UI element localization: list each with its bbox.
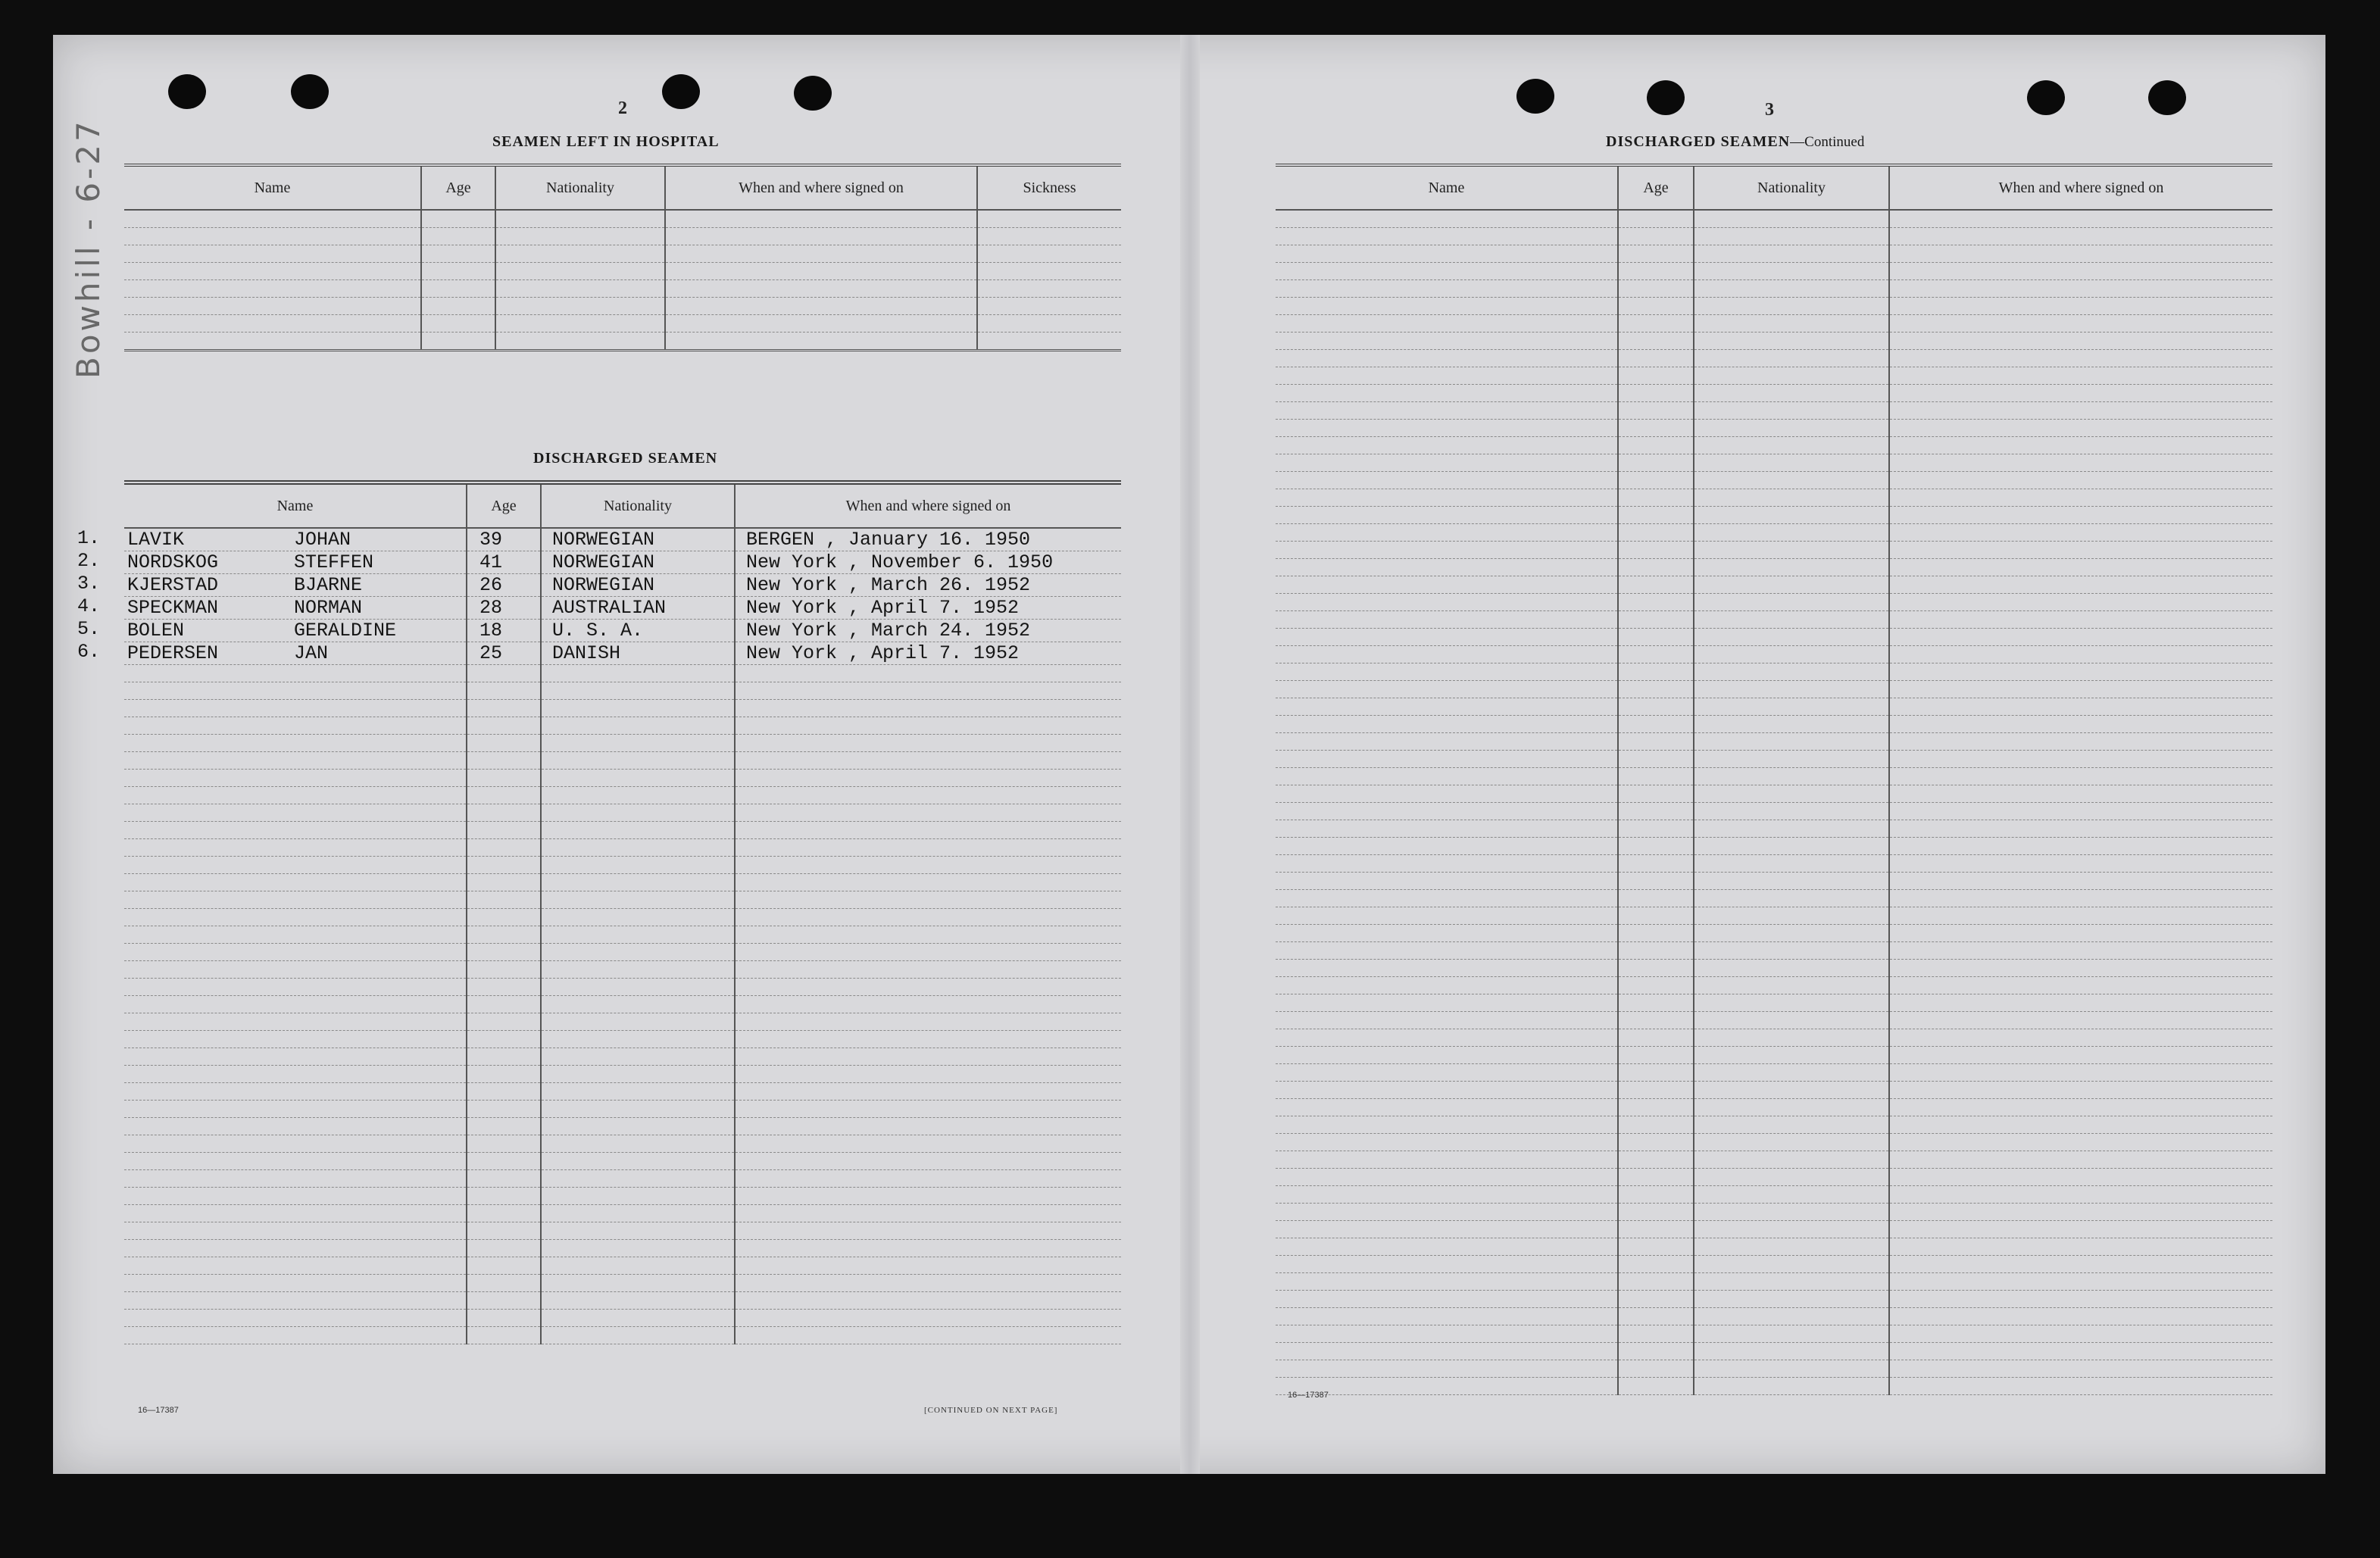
table-row: [1276, 698, 2272, 716]
table-row: [1276, 1116, 2272, 1134]
col-name: Name: [124, 482, 467, 528]
punch-hole: [1647, 80, 1685, 115]
table-row: [124, 1153, 1121, 1170]
name-cell: [77, 527, 467, 551]
signed-on-cell: New York , March 24. 1952: [735, 620, 1121, 642]
table-row: [124, 642, 1121, 665]
table-row: [124, 839, 1121, 857]
table-row: [1276, 629, 2272, 646]
table-row: [124, 926, 1121, 944]
table-row: [1276, 611, 2272, 629]
table-row: [1276, 733, 2272, 751]
table-row: [124, 263, 1121, 280]
name-cell: [77, 618, 467, 642]
table-row: [124, 682, 1121, 700]
hospital-table: [124, 164, 1121, 351]
surname: PEDERSEN: [127, 642, 219, 664]
col-signed-on: When and where signed on: [1889, 165, 2272, 210]
row-number: 5.: [77, 618, 101, 640]
name-cell: [77, 641, 467, 665]
row-number: 3.: [77, 573, 101, 595]
page-number: 3: [1765, 100, 1774, 120]
table-row: [1276, 1343, 2272, 1360]
table-row: [1276, 1029, 2272, 1047]
table-row: [124, 1327, 1121, 1344]
name-cell: [77, 595, 467, 620]
table-row: [124, 298, 1121, 315]
table-row: [1276, 994, 2272, 1012]
col-name: Name: [124, 165, 421, 210]
surname: SPECKMAN: [127, 597, 219, 619]
col-age: Age: [421, 165, 495, 210]
punch-hole: [2148, 80, 2186, 115]
table-row: [1276, 489, 2272, 507]
table-row: [1276, 576, 2272, 594]
table-row: [1276, 385, 2272, 402]
table-row: [124, 228, 1121, 245]
table-row: [1276, 907, 2272, 925]
page-fold: [1180, 35, 1200, 1474]
table-row: [1276, 960, 2272, 977]
table-row: [1276, 402, 2272, 420]
age-cell: 28: [467, 597, 541, 620]
table-row: [124, 996, 1121, 1013]
table-row: [1276, 1064, 2272, 1082]
title-suffix: —Continued: [1790, 134, 1865, 150]
table-row: [1276, 1082, 2272, 1099]
table-row: [124, 1031, 1121, 1048]
table-row: [1276, 228, 2272, 245]
table-row: [124, 1188, 1121, 1205]
table-row: [1276, 333, 2272, 350]
table-row: [124, 280, 1121, 298]
surname: KJERSTAD: [127, 574, 219, 596]
table-row: [1276, 803, 2272, 820]
table-row: [124, 551, 1121, 574]
table-row: [1276, 245, 2272, 263]
col-age: Age: [467, 482, 541, 528]
given-name: NORMAN: [294, 597, 363, 619]
table-row: [124, 245, 1121, 263]
table-row: [124, 1310, 1121, 1327]
name-cell: [77, 573, 467, 597]
table-row: [1276, 820, 2272, 838]
table-row: [124, 597, 1121, 620]
table-row: [124, 1240, 1121, 1257]
table-row: [1276, 663, 2272, 681]
table-row: [1276, 1238, 2272, 1256]
discharged-continued-title: [1606, 133, 1864, 151]
nationality-cell: U. S. A.: [541, 620, 735, 642]
table-row: [1276, 542, 2272, 559]
table-row: [1276, 298, 2272, 315]
col-sickness: Sickness: [977, 165, 1121, 210]
table-row: [1276, 367, 2272, 385]
table-row: [124, 1118, 1121, 1135]
col-signed-on: When and where signed on: [665, 165, 977, 210]
table-row: [1276, 768, 2272, 785]
table-row: [1276, 472, 2272, 489]
table-row: [124, 700, 1121, 717]
table-row: [1276, 1221, 2272, 1238]
table-row: [1276, 1273, 2272, 1291]
margin-note: Bowhill - 6-27: [70, 118, 107, 379]
table-row: [124, 961, 1121, 979]
nationality-cell: NORWEGIAN: [541, 528, 735, 551]
given-name: BJARNE: [294, 574, 363, 596]
table-row: [124, 1101, 1121, 1118]
table-row: [1276, 1151, 2272, 1169]
table-row: [1276, 454, 2272, 472]
col-age: Age: [1618, 165, 1694, 210]
continued-header-row: [1276, 165, 2272, 210]
table-row: [1276, 1378, 2272, 1395]
table-row: [1276, 594, 2272, 611]
table-row: [1276, 855, 2272, 873]
table-row: [124, 1222, 1121, 1240]
row-number: 2.: [77, 550, 101, 572]
table-row: [124, 620, 1121, 642]
table-row: [124, 210, 1121, 228]
table-row: [124, 752, 1121, 770]
given-name: JAN: [294, 642, 329, 664]
table-row: [124, 315, 1121, 333]
table-row: [124, 1205, 1121, 1222]
table-row: [1276, 437, 2272, 454]
punch-hole: [794, 76, 832, 111]
table-row: [124, 333, 1121, 351]
given-name: GERALDINE: [294, 620, 397, 642]
form-code: 16—17387: [138, 1406, 179, 1415]
age-cell: 39: [467, 528, 541, 551]
table-row: [124, 665, 1121, 682]
table-row: [1276, 507, 2272, 524]
table-row: [1276, 716, 2272, 733]
punch-hole: [662, 74, 700, 109]
age-cell: 25: [467, 642, 541, 665]
table-row: [124, 1083, 1121, 1101]
table-row: [1276, 1186, 2272, 1204]
table-row: [124, 1066, 1121, 1083]
table-row: [124, 944, 1121, 961]
table-row: [124, 787, 1121, 804]
table-row: [1276, 873, 2272, 890]
row-number: 4.: [77, 595, 101, 617]
table-row: [1276, 681, 2272, 698]
nationality-cell: NORWEGIAN: [541, 551, 735, 574]
surname: LAVIK: [127, 529, 185, 551]
given-name: STEFFEN: [294, 551, 374, 573]
hospital-header-row: [124, 165, 1121, 210]
table-row: [1276, 1360, 2272, 1378]
table-row: [1276, 785, 2272, 803]
discharged-header-row: [124, 482, 1121, 528]
table-row: [1276, 420, 2272, 437]
table-row: [124, 804, 1121, 822]
signed-on-cell: New York , April 7. 1952: [735, 597, 1121, 620]
table-row: [1276, 942, 2272, 960]
table-row: [1276, 1291, 2272, 1308]
table-row: [124, 874, 1121, 891]
table-row: [1276, 315, 2272, 333]
discharged-table: [77, 480, 1121, 1344]
table-row: [1276, 210, 2272, 228]
table-row: [1276, 890, 2272, 907]
col-signed-on: When and where signed on: [735, 482, 1121, 528]
table-row: [1276, 751, 2272, 768]
table-row: [1276, 838, 2272, 855]
punch-hole: [168, 74, 206, 109]
table-row: [124, 822, 1121, 839]
table-row: [124, 857, 1121, 874]
table-row: [124, 735, 1121, 752]
table-row: [1276, 263, 2272, 280]
table-row: [1276, 1325, 2272, 1343]
signed-on-cell: BERGEN , January 16. 1950: [735, 528, 1121, 551]
table-row: [124, 1013, 1121, 1031]
table-row: [1276, 524, 2272, 542]
col-nationality: Nationality: [541, 482, 735, 528]
continued-note: [CONTINUED ON NEXT PAGE]: [924, 1406, 1058, 1415]
signed-on-cell: New York , March 26. 1952: [735, 574, 1121, 597]
table-row: [124, 1257, 1121, 1275]
given-name: JOHAN: [294, 529, 351, 551]
table-row: [124, 1292, 1121, 1310]
age-cell: 18: [467, 620, 541, 642]
surname: NORDSKOG: [127, 551, 219, 573]
table-row: [124, 770, 1121, 787]
hospital-title: SEAMEN LEFT IN HOSPITAL: [492, 133, 720, 150]
table-row: [1276, 1047, 2272, 1064]
table-row: [124, 1135, 1121, 1153]
table-row: [124, 1275, 1121, 1292]
table-row: [124, 528, 1121, 551]
age-cell: 26: [467, 574, 541, 597]
table-row: [1276, 1256, 2272, 1273]
table-row: [1276, 977, 2272, 994]
signed-on-cell: New York , April 7. 1952: [735, 642, 1121, 665]
row-number: 6.: [77, 641, 101, 663]
col-nationality: Nationality: [495, 165, 665, 210]
table-row: [1276, 646, 2272, 663]
row-number: 1.: [77, 527, 101, 549]
table-row: [124, 574, 1121, 597]
table-row: [1276, 559, 2272, 576]
discharged-continued-table: [1276, 164, 2272, 1395]
discharged-title: DISCHARGED SEAMEN: [533, 450, 718, 467]
table-row: [1276, 1099, 2272, 1116]
table-row: [1276, 1204, 2272, 1221]
signed-on-cell: New York , November 6. 1950: [735, 551, 1121, 574]
table-row: [1276, 1308, 2272, 1325]
table-row: [124, 979, 1121, 996]
table-row: [1276, 1012, 2272, 1029]
table-row: [1276, 1134, 2272, 1151]
col-nationality: Nationality: [1694, 165, 1889, 210]
table-row: [124, 1170, 1121, 1188]
col-name: Name: [1276, 165, 1618, 210]
table-row: [1276, 925, 2272, 942]
nationality-cell: NORWEGIAN: [541, 574, 735, 597]
table-row: [1276, 350, 2272, 367]
nationality-cell: AUSTRALIAN: [541, 597, 735, 620]
table-row: [124, 717, 1121, 735]
page-number: 2: [618, 98, 627, 118]
table-row: [124, 1048, 1121, 1066]
punch-hole: [2027, 80, 2065, 115]
punch-hole: [1516, 79, 1554, 114]
surname: BOLEN: [127, 620, 185, 642]
table-row: [1276, 280, 2272, 298]
name-cell: [77, 550, 467, 574]
nationality-cell: DANISH: [541, 642, 735, 665]
table-row: [1276, 1169, 2272, 1186]
table-row: [124, 909, 1121, 926]
table-row: [124, 891, 1121, 909]
punch-hole: [291, 74, 329, 109]
form-code: 16—17387: [1288, 1391, 1329, 1400]
age-cell: 41: [467, 551, 541, 574]
title-text: DISCHARGED SEAMEN: [1606, 133, 1791, 150]
